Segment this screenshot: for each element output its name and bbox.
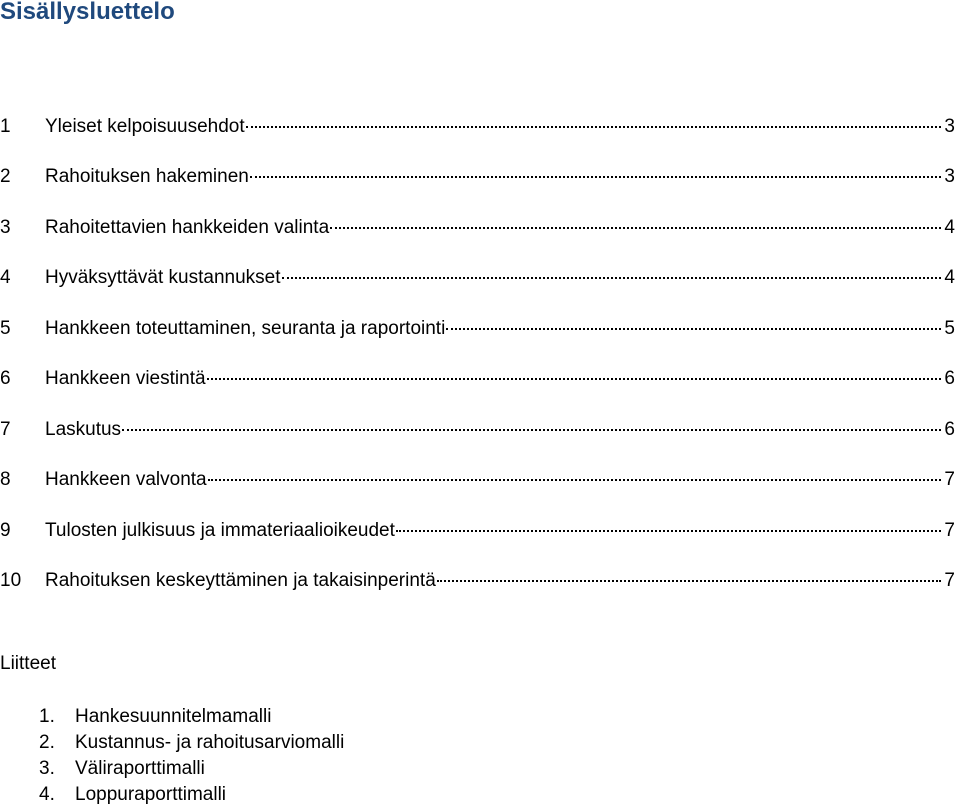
appendix-number: 2. (39, 732, 55, 753)
toc-entry-page: 7 (944, 469, 955, 490)
toc-entry-number: 4 (0, 267, 11, 288)
toc-entry-number: 10 (0, 570, 22, 591)
toc-entry-page: 3 (944, 166, 955, 187)
toc-entry-page: 5 (944, 318, 955, 339)
toc-entry-page: 7 (944, 520, 955, 541)
toc-entry-title: Rahoituksen hakeminen (45, 166, 249, 187)
toc-entry[interactable] (0, 411, 955, 440)
dot-leader (437, 558, 941, 582)
appendix-title: Loppuraporttimalli (75, 784, 227, 805)
toc-entry[interactable] (0, 562, 955, 591)
toc-entry-number: 3 (0, 217, 11, 238)
toc-entry[interactable] (0, 158, 955, 187)
toc-entry[interactable] (0, 461, 955, 490)
toc-entry[interactable] (0, 108, 955, 137)
appendix-title: Väliraporttimalli (75, 758, 205, 779)
toc-entry-page: 3 (944, 116, 955, 137)
toc-entry-title: Hankkeen valvonta (45, 469, 207, 490)
toc-entry-title: Rahoituksen keskeyttäminen ja takaisinperintä (45, 570, 436, 591)
appendices-heading: Liitteet (0, 653, 56, 674)
page-title: Sisällysluettelo (0, 0, 175, 25)
toc-entry-page: 6 (944, 419, 955, 440)
toc-entry[interactable] (0, 209, 955, 238)
toc-entry[interactable] (0, 360, 955, 389)
toc-entry-page: 4 (944, 217, 955, 238)
toc-entry-number: 9 (0, 520, 11, 541)
toc-entry-number: 2 (0, 166, 11, 187)
toc-entry-title: Hyväksyttävät kustannukset (45, 267, 281, 288)
toc-entry-page: 6 (944, 368, 955, 389)
toc-entry-number: 6 (0, 368, 11, 389)
toc-entry-title: Laskutus (45, 419, 122, 440)
toc-entry-number: 7 (0, 419, 11, 440)
dot-leader (207, 356, 941, 380)
dot-leader (282, 255, 942, 279)
dot-leader (246, 104, 941, 128)
appendix-number: 1. (39, 706, 55, 727)
appendix-item[interactable] (39, 730, 344, 756)
toc-entry[interactable] (0, 310, 955, 339)
toc-entry-title: Hankkeen toteuttaminen, seuranta ja raportointi (45, 318, 446, 339)
toc-entry-page: 4 (944, 267, 955, 288)
appendix-item[interactable] (39, 782, 226, 808)
toc-entry-title: Tulosten julkisuus ja immateriaalioikeudet (45, 520, 395, 541)
appendix-number: 3. (39, 758, 55, 779)
dot-leader (208, 457, 941, 481)
appendix-item[interactable] (39, 756, 205, 782)
appendix-item[interactable] (39, 704, 271, 730)
toc-entry-title: Rahoitettavien hankkeiden valinta (45, 217, 330, 238)
toc-entry-title: Yleiset kelpoisuusehdot (45, 116, 245, 137)
dot-leader (122, 407, 941, 431)
toc-entry-number: 1 (0, 116, 11, 137)
appendix-title: Hankesuunnitelmamalli (75, 706, 272, 727)
dot-leader (330, 205, 941, 229)
appendix-number: 4. (39, 784, 55, 805)
toc-entry-title: Hankkeen viestintä (45, 368, 206, 389)
toc-entry[interactable] (0, 259, 955, 288)
dot-leader (446, 306, 941, 330)
dot-leader (250, 154, 941, 178)
toc-entry-page: 7 (944, 570, 955, 591)
toc-entry[interactable] (0, 512, 955, 541)
toc-entry-number: 8 (0, 469, 11, 490)
appendix-title: Kustannus- ja rahoitusarviomalli (75, 732, 345, 753)
toc-entry-number: 5 (0, 318, 11, 339)
dot-leader (396, 508, 941, 532)
